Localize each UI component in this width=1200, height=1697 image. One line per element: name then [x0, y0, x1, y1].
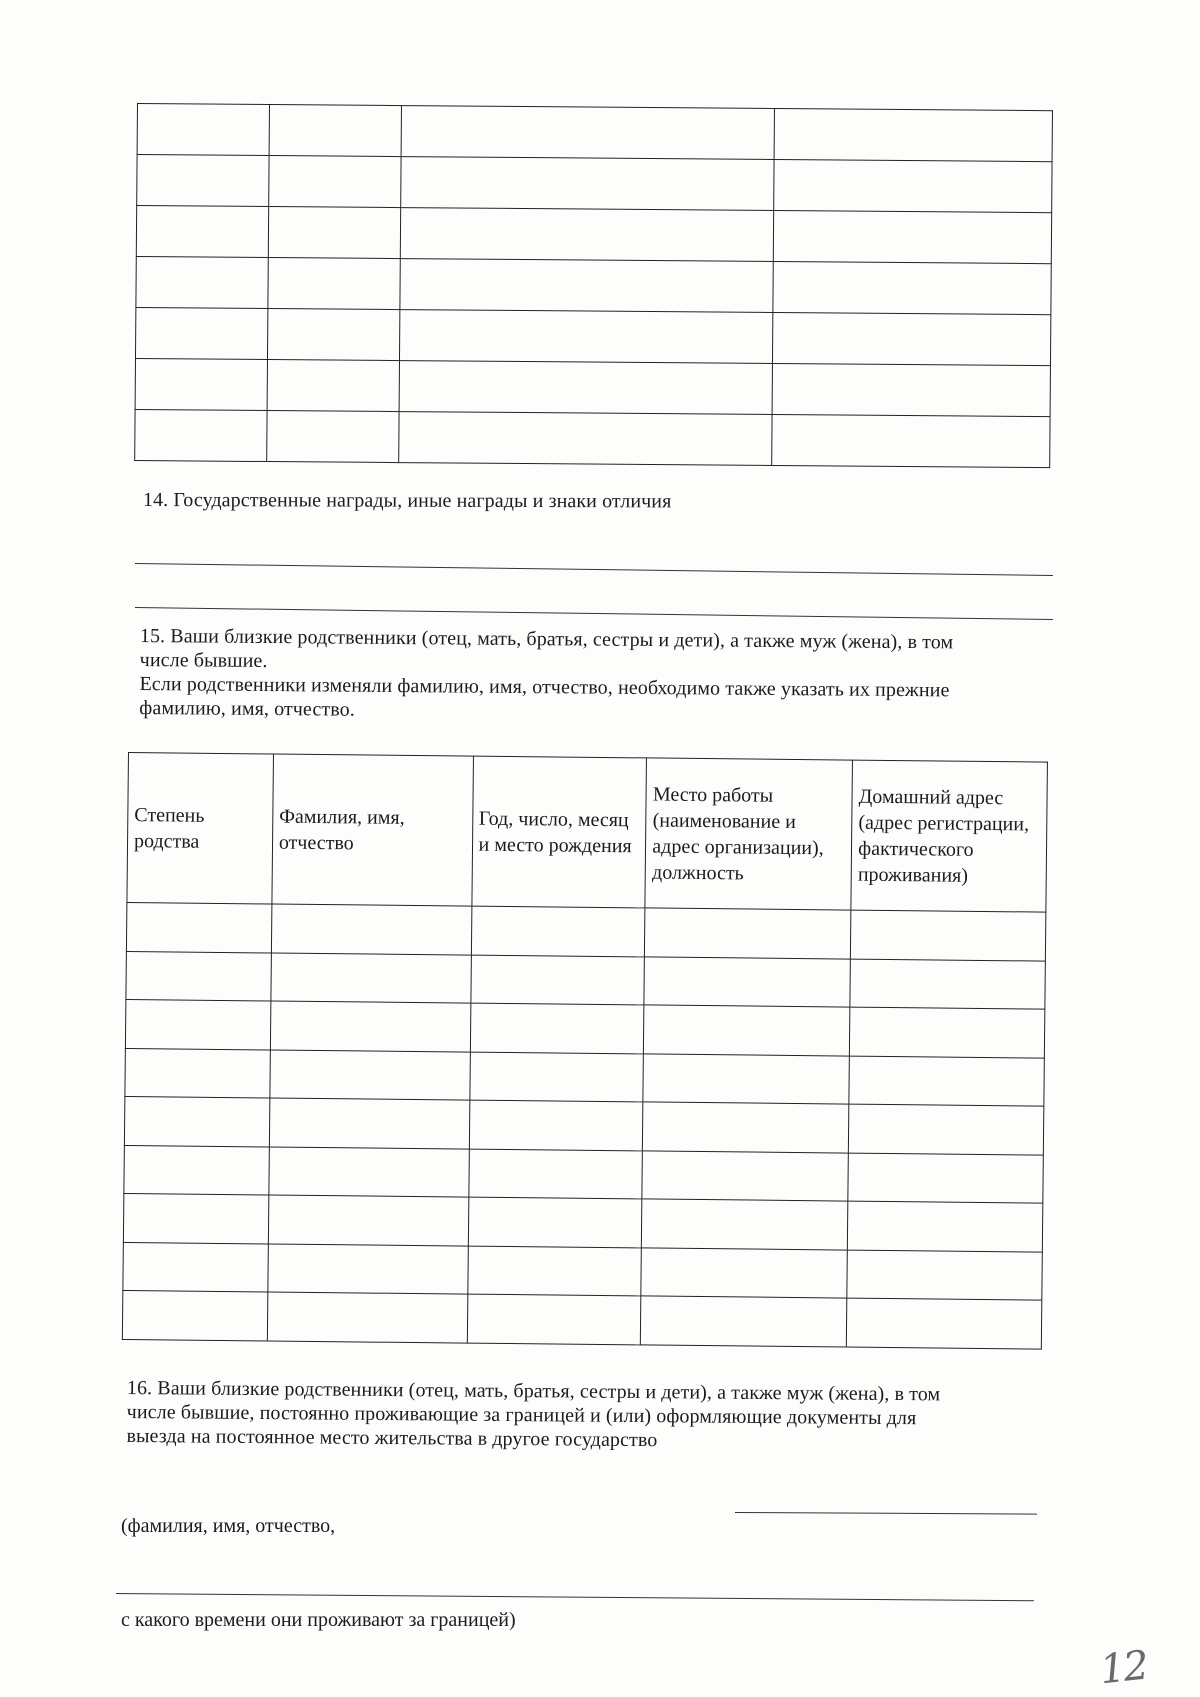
relatives-empty-cell[interactable]	[123, 1242, 268, 1292]
relatives-empty-cell[interactable]	[644, 1005, 850, 1056]
relatives-empty-cell[interactable]	[643, 1102, 849, 1153]
relatives-empty-cell[interactable]	[271, 953, 471, 1004]
header-full-name: Фамилия, имя, отчество	[272, 754, 473, 906]
header-relationship: Степень родства	[127, 753, 273, 905]
empty-cell[interactable]	[400, 259, 774, 313]
section-15-line-1: 15. Ваши близкие родственники (отец, мать, братья, сестры и дети), а также муж (жена), в том	[139, 624, 954, 654]
relatives-empty-cell[interactable]	[269, 1147, 469, 1198]
relatives-empty-cell[interactable]	[123, 1194, 268, 1244]
relatives-empty-cell[interactable]	[467, 1294, 641, 1344]
empty-cell[interactable]	[137, 104, 269, 156]
section-16-heading	[126, 1376, 1047, 1455]
relatives-empty-cell[interactable]	[124, 1145, 269, 1195]
previous-table-row	[136, 256, 1051, 314]
empty-cell[interactable]	[267, 411, 399, 463]
relatives-empty-cell[interactable]	[268, 1244, 468, 1295]
empty-cell[interactable]	[268, 207, 400, 259]
relatives-empty-cell[interactable]	[851, 910, 1046, 961]
section-14-answer-line-1[interactable]	[135, 563, 1053, 576]
previous-table-row	[137, 155, 1052, 213]
section-16-answer-line-short[interactable]	[735, 1512, 1037, 1515]
relatives-empty-cell[interactable]	[270, 1001, 470, 1052]
relatives-table	[122, 752, 1048, 1350]
empty-cell[interactable]	[774, 211, 1052, 264]
previous-section-table	[134, 103, 1053, 468]
relatives-empty-cell[interactable]	[641, 1296, 847, 1347]
relatives-empty-cell[interactable]	[642, 1199, 848, 1250]
relatives-empty-cell[interactable]	[467, 1246, 641, 1296]
relatives-table-header-row	[127, 753, 1048, 913]
relatives-empty-cell[interactable]	[847, 1250, 1042, 1301]
relatives-empty-cell[interactable]	[850, 959, 1045, 1010]
header-birth-date-place: Год, число, месяц и место рождения	[471, 756, 646, 908]
header-workplace: Место работы (наименование и адрес организации), должность	[645, 758, 852, 910]
relatives-empty-cell[interactable]	[126, 902, 271, 952]
relatives-empty-cell[interactable]	[644, 956, 850, 1007]
section-15-heading	[139, 624, 1052, 727]
section-16-line-2: числе бывшие, постоянно проживающие за границей и (или) оформляющие документы для	[126, 1400, 917, 1430]
relatives-empty-cell[interactable]	[848, 1104, 1043, 1155]
empty-cell[interactable]	[135, 307, 267, 359]
empty-cell[interactable]	[137, 155, 269, 207]
empty-cell[interactable]	[773, 262, 1051, 315]
empty-cell[interactable]	[399, 361, 773, 415]
relatives-empty-cell[interactable]	[124, 1097, 269, 1147]
relatives-empty-cell[interactable]	[269, 1098, 469, 1149]
relatives-empty-cell[interactable]	[645, 908, 851, 959]
section-16-caption-since: с какого времени они проживают за границей)	[121, 1609, 516, 1631]
empty-cell[interactable]	[401, 106, 775, 160]
relatives-empty-cell[interactable]	[469, 1100, 643, 1150]
relatives-empty-cell[interactable]	[469, 1052, 643, 1102]
section-15-line-4: фамилию, имя, отчество.	[139, 696, 355, 721]
section-16-line-1: 16. Ваши близкие родственники (отец, мать, братья, сестры и дети), а также муж (жена), в том	[126, 1377, 941, 1406]
empty-cell[interactable]	[772, 364, 1050, 417]
relatives-empty-cell[interactable]	[641, 1248, 847, 1299]
empty-cell[interactable]	[267, 309, 399, 361]
relatives-empty-cell[interactable]	[267, 1292, 467, 1343]
empty-cell[interactable]	[772, 414, 1050, 467]
relatives-empty-cell[interactable]	[849, 1007, 1044, 1058]
empty-cell[interactable]	[136, 256, 268, 308]
relatives-empty-cell[interactable]	[846, 1298, 1041, 1349]
empty-cell[interactable]	[774, 160, 1052, 213]
empty-cell[interactable]	[136, 206, 268, 258]
relatives-empty-cell[interactable]	[125, 1000, 270, 1050]
empty-cell[interactable]	[267, 360, 399, 412]
empty-cell[interactable]	[135, 409, 267, 461]
relatives-empty-cell[interactable]	[271, 904, 471, 955]
previous-table-row	[135, 409, 1050, 467]
empty-cell[interactable]	[135, 358, 267, 410]
section-15-line-2: числе бывшие.	[139, 648, 268, 673]
previous-table-row	[137, 104, 1052, 162]
section-16-caption-name: (фамилия, имя, отчество,	[121, 1515, 336, 1537]
empty-cell[interactable]	[400, 157, 774, 211]
section-14-answer-line-2[interactable]	[135, 607, 1053, 620]
empty-cell[interactable]	[269, 156, 401, 208]
empty-cell[interactable]	[400, 208, 774, 262]
section-16-line-3: выезда на постоянное место жительства в другое государство	[126, 1424, 658, 1452]
relatives-empty-cell[interactable]	[847, 1201, 1042, 1252]
relatives-empty-cell[interactable]	[471, 906, 645, 956]
relatives-empty-cell[interactable]	[125, 1048, 270, 1098]
header-home-address: Домашний адрес (адрес регистрации, фактического проживания)	[851, 760, 1047, 912]
relatives-empty-cell[interactable]	[642, 1151, 848, 1202]
relatives-empty-cell[interactable]	[468, 1197, 642, 1247]
empty-cell[interactable]	[773, 313, 1051, 366]
section-14-heading: 14. Государственные награды, иные награды и знаки отличия	[142, 489, 672, 513]
previous-table-row	[135, 307, 1050, 365]
section-15-line-3: Если родственники изменяли фамилию, имя, отчество, необходимо также указать их прежние	[139, 672, 950, 702]
empty-cell[interactable]	[398, 412, 772, 466]
relatives-empty-cell[interactable]	[849, 1056, 1044, 1107]
empty-cell[interactable]	[269, 105, 401, 157]
relatives-empty-cell[interactable]	[270, 1050, 470, 1101]
empty-cell[interactable]	[268, 258, 400, 310]
relatives-table-row	[122, 1291, 1041, 1349]
relatives-empty-cell[interactable]	[122, 1291, 267, 1341]
previous-table-row	[135, 358, 1050, 416]
relatives-empty-cell[interactable]	[643, 1054, 849, 1105]
handwritten-page-number: 12	[1097, 1642, 1150, 1694]
empty-cell[interactable]	[399, 310, 773, 364]
relatives-empty-cell[interactable]	[468, 1149, 642, 1199]
section-16-answer-line-long[interactable]	[116, 1593, 1034, 1601]
relatives-empty-cell[interactable]	[848, 1153, 1043, 1204]
previous-table-row	[136, 206, 1051, 264]
relatives-empty-cell[interactable]	[470, 1003, 644, 1053]
relatives-empty-cell[interactable]	[470, 955, 644, 1005]
relatives-empty-cell[interactable]	[126, 951, 271, 1001]
relatives-empty-cell[interactable]	[268, 1195, 468, 1246]
empty-cell[interactable]	[774, 109, 1052, 162]
